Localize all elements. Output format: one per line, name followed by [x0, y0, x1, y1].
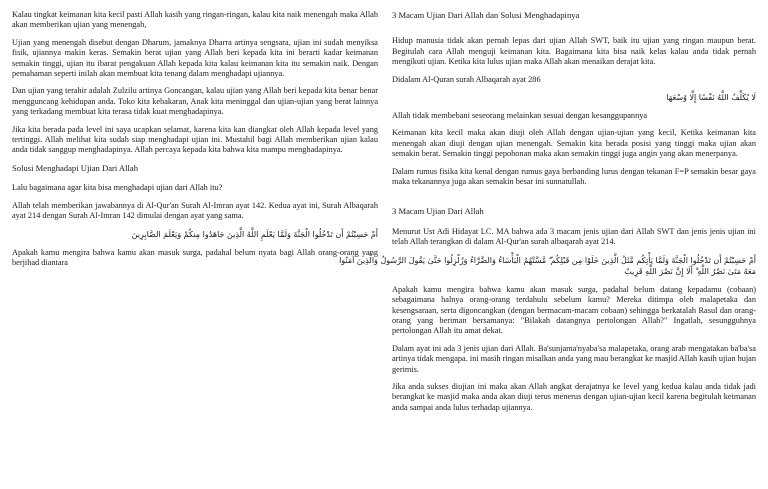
- paragraph: Jika anda sukses diujian ini maka akan Allah angkat derajatnya ke level yang kedua kalau anda tidak jadi berangkat ke masjid maka anda akan diuji terus menerus dengan ujian-ujian kecil karena begitulah keimanan anda sampai anda lulus terhadap ujiannya.: [392, 381, 756, 412]
- right-column: [339, 10, 756, 420]
- section-heading: 3 Macam Ujian Dari Allah: [392, 206, 484, 217]
- paragraph: Jika kita berada pada level ini saya ucapkan selamat, karena kita kan diangkat oleh Allah kepada level yang tertinggi. Allah melihat kita sudah siap menghadapi ujian ini. Mustahil bagi Allah memberikan ujian kalau anda tidak sanggup menghadapinya. Allah percaya kepada kita bahwa kita mampu menghadapinya.: [12, 124, 378, 155]
- paragraph: Ujian yang menengah disebut dengan Dharum, jamaknya Dharra artinya sengsara, ujian ini sudah menyiksa fisik, ujiannya makin keras. Semakin berat ujian yang Allah beri kepada kita ini berarti kadar keimanan semakin tinggi, ujian itu ibarat pengakuan Allah kepada kita kalau keimanan kita itu semakin naik. Dengan pemahaman seperti inilah akan membuat kita tenang dalam menghadapi ujiannya.: [12, 37, 378, 79]
- paragraph: Apakah kamu mengira bahwa kamu akan masuk surga, padahal belum nyata bagi Allah orang-orang yang berjihad diantara: [12, 247, 378, 267]
- paragraph: Lalu bagaimana agar kita bisa menghadapi ujian dari Allah itu?: [12, 183, 223, 193]
- paragraph: Dalam rumus fisika kita kenal dengan rumus gaya berbanding lurus dengan tekanan F=P semakin besar gaya maka tekanannya juga akan semakin besar ini sunnatullah.: [392, 166, 756, 187]
- paragraph: Menurut Ust Adi Hidayat LC. MA bahwa ada 3 macam jenis ujian dari Allah SWT dan jenis jenis ujian ini telah Allah terangkan di dalam Al-Qur'an surah albaqarah ayat 214.: [392, 226, 756, 247]
- arabic-verse: أَمْ حَسِبْتُمْ أَن تَدْخُلُوا الْجَنَّةَ وَلَمَّا يَعْلَمِ اللَّهُ الَّذِينَ جَاهَدُوا مِنكُمْ وَيَعْلَمَ الصَّابِرِينَ: [131, 229, 378, 239]
- paragraph: Dalam ayat ini ada 3 jenis ujian dari Allah. Ba'sunjama'nyaba'sa malapetaka, orang arab mengatakan ba'ba'sa artinya tidak mengapa. ini masih ringan misalkan anda yang mau berangkat ke masjid Allah kasih ujian hujan gerimis.: [392, 343, 756, 374]
- paragraph: Apakah kamu mengira bahwa kamu akan masuk surga, padahal belum datang kepadamu (cobaan) sebagaimana halnya orang-orang terdahulu sebelum kamu? Mereka ditimpa oleh malapetaka dan kesengsaraan, serta digoncangkan (dengan bermacam-macam cobaan) sehingga berkatalah Rasul dan orang-orang yang beriman bersamanya: "Bilakah datangnya pertolongan Allah?" Ingatlah, sesungguhnya pertolongan Allah itu amat dekat.: [392, 284, 756, 336]
- paragraph: Keimanan kita kecil maka akan diuji oleh Allah dengan ujian-ujian yang kecil, Ketika keimanan kita menengah akan diuji dengan ujian menengah. Semakin kita berada posisi yang tinggi maka ujian akan semakin berat. Semakin tinggi pepohonan maka akan semakin tinggi juga angin yang akan menerpanya.: [392, 128, 756, 159]
- paragraph: Dan ujian yang terahir adalah Zulzilu artinya Goncangan, kalau ujian yang Allah beri kepada kita benar benar mengguncang kehidupan anda. Toko kita kebakaran, Anak kita meninggal dan ujian-ujian yang berat lainnya yang terkadang membuat kita terasa tidak kuat menghadapinya.: [12, 86, 378, 117]
- arabic-verse: أَمْ حَسِبْتُمْ أَن تَدْخُلُوا الْجَنَّةَ وَلَمَّا يَأْتِكُم مَّثَلُ الَّذِينَ خَلَوْا مِن قَبْلِكُم ۖ مَّسَّتْهُمُ الْبَأْسَاءُ وَالضَّرَّاءُ وَزُلْزِلُوا حَتَّىٰ يَقُولَ الرَّسُولُ وَالَّذِينَ آمَنُوا: [339, 255, 756, 265]
- paragraph: Didalam Al-Quran surah Albaqarah ayat 286: [392, 74, 541, 84]
- paragraph: Hidup manusia tidak akan pernah lepas dari ujian Allah SWT, baik itu ujian yang ringan maupun berat. Begitulah cara Allah menguji keimanan kita. Bagaimana kita bisa naik kelas kalau anda tidak pernah mengikuti ujian. Ketika kita lulus ujian maka Allah akan menaikan derajat kita.: [392, 36, 756, 67]
- paragraph: Allah telah memberikan jawabannya di Al-Qur'an Surah Al-Imran ayat 142. Kedua ayat ini, Surah Albaqarah ayat 214 dengan Surah Al-Imran 142 dimulai dengan ayat yang sama.: [12, 200, 378, 221]
- paragraph: Allah tidak membebani seseorang melainkan sesuai dengan kesanggupannya: [392, 111, 648, 121]
- arabic-verse: مَعَهُ مَتَىٰ نَصْرُ اللَّهِ ۗ أَلَا إِنَّ نَصْرَ اللَّهِ قَرِيبٌ: [624, 266, 756, 276]
- page-title: 3 Macam Ujian Dari Allah dan Solusi Menghadapinya: [392, 10, 580, 20]
- left-column: [12, 10, 378, 275]
- section-heading: Solusi Menghadapi Ujian Dari Allah: [12, 162, 139, 173]
- paragraph: Kalau tingkat keimanan kita kecil pasti Allah kasih yang ringan-ringan, kalau kita naik menengah maka Allah akan memberikan ujian yang menengah,: [12, 10, 378, 30]
- arabic-verse: لَا يُكَلِّفُ اللَّهُ نَفْسًا إِلَّا وُسْعَهَا: [666, 93, 756, 103]
